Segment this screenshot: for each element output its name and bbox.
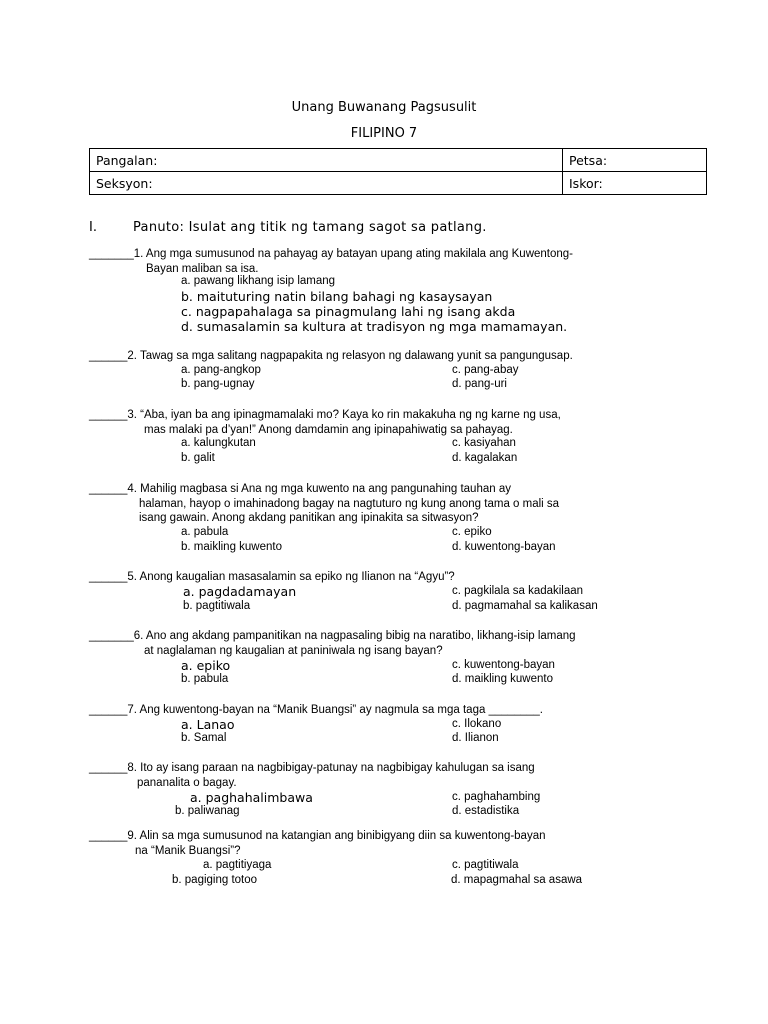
question-text: na “Manik Buangsi”? xyxy=(135,844,241,857)
question-5 xyxy=(89,570,455,585)
option-d: d. kuwentong-bayan xyxy=(452,541,556,553)
option-d: d. pang-uri xyxy=(452,378,507,390)
student-info-table xyxy=(89,148,707,195)
option-a: a. pang-angkop xyxy=(181,364,261,376)
option-b: b. pagtitiwala xyxy=(183,600,251,612)
instructions-text: Panuto: Isulat ang titik ng tamang sagot sa patlang. xyxy=(133,220,487,235)
option-c: c. kuwentong-bayan xyxy=(452,659,555,671)
question-9 xyxy=(89,829,546,858)
option-c: c. kasiyahan xyxy=(452,437,516,449)
question-text: Bayan maliban sa isa. xyxy=(146,262,259,275)
option-c: c. pagtitiwala xyxy=(452,859,519,871)
option-c: c. Ilokano xyxy=(452,718,502,730)
question-text: _______6. Ano ang akdang pampanitikan na nagpasaling bibig na naratibo, likhang-isip lamang xyxy=(89,630,576,642)
option-a: a. pagtitiyaga xyxy=(203,859,272,871)
option-b: b. paliwanag xyxy=(175,805,240,817)
option-c: c. paghahambing xyxy=(452,791,541,803)
option-d: d. maikling kuwento xyxy=(452,673,553,685)
exam-title: Unang Buwanang Pagsusulit xyxy=(291,100,477,115)
option-c: c. nagpapahalaga sa pinagmulang lahi ng isang akda xyxy=(181,304,516,319)
option-b: b. pang-ugnay xyxy=(181,378,255,390)
option-a: a. pabula xyxy=(181,526,229,538)
question-text: ______7. Ang kuwentong-bayan na “Manik Buangsi” ay nagmula sa mga taga ________. xyxy=(89,704,543,716)
question-7 xyxy=(89,703,543,718)
option-a: a. epiko xyxy=(181,658,231,673)
option-b: b. maikling kuwento xyxy=(181,541,282,553)
exam-subject: FILIPINO 7 xyxy=(350,126,418,141)
question-text: ______9. Alin sa mga sumusunod na katangian ang binibigyang diin sa kuwentong-bayan xyxy=(89,830,546,842)
option-c: c. pagkilala sa kadakilaan xyxy=(452,585,584,597)
option-a: a. kalungkutan xyxy=(181,437,256,449)
question-text: ______2. Tawag sa mga salitang nagpapakita ng relasyon ng dalawang yunit sa pangungusap. xyxy=(89,350,573,362)
option-a: a. pawang likhang isip lamang xyxy=(181,275,336,287)
question-text: isang gawain. Anong akdang panitikan ang ipinakita sa sitwasyon? xyxy=(139,512,479,524)
question-1 xyxy=(89,247,573,276)
question-text: mas malaki pa d’yan!” Anong damdamin ang ipinapahiwatig sa pahayag. xyxy=(144,423,513,436)
option-d: d. Ilianon xyxy=(452,732,499,744)
option-b: b. pagiging totoo xyxy=(172,874,258,886)
question-8 xyxy=(89,761,535,790)
option-a: a. pagdadamayan xyxy=(183,584,297,599)
name-field: Pangalan: xyxy=(90,149,563,172)
section-number: I. xyxy=(89,220,97,235)
question-6 xyxy=(89,629,576,658)
option-b: b. Samal xyxy=(181,732,227,744)
question-2 xyxy=(89,349,573,364)
question-text: _______1. Ang mga sumusunod na pahayag ay batayan upang ating makilala ang Kuwentong- xyxy=(89,248,573,260)
option-c: c. pang-abay xyxy=(452,364,519,376)
score-field: Iskor: xyxy=(563,172,707,195)
option-b: b. galit xyxy=(181,452,215,464)
question-text: ______3. “Aba, iyan ba ang ipinagmamalaki mo? Kaya ko rin makakuha ng ng karne ng usa, xyxy=(89,409,561,421)
option-d: d. estadistika xyxy=(452,805,520,817)
section-field: Seksyon: xyxy=(90,172,563,195)
info-row xyxy=(90,172,707,195)
option-d: d. mapagmahal sa asawa xyxy=(451,874,583,886)
question-text: halaman, hayop o imahinadong bagay na nagtuturo ng kung anong tama o mali sa xyxy=(139,497,560,510)
option-d: d. kagalakan xyxy=(452,452,518,464)
question-4 xyxy=(89,482,559,526)
option-d: d. sumasalamin sa kultura at tradisyon ng mga mamamayan. xyxy=(181,319,568,334)
option-a: a. paghahalimbawa xyxy=(190,790,313,805)
question-text: pananalita o bagay. xyxy=(137,776,237,789)
option-c: c. epiko xyxy=(452,526,492,538)
question-text: at naglalaman ng kaugalian at paniniwala ng isang bayan? xyxy=(144,644,443,657)
question-3 xyxy=(89,408,561,437)
question-text: ______8. Ito ay isang paraan na nagbibigay-patunay na nagbibigay kahulugan sa isang xyxy=(89,762,535,774)
option-d: d. pagmamahal sa kalikasan xyxy=(452,600,598,612)
option-a: a. Lanao xyxy=(181,717,235,732)
option-b: b. maituturing natin bilang bahagi ng kasaysayan xyxy=(181,289,493,304)
question-text: ______4. Mahilig magbasa si Ana ng mga kuwento na ang pangunahing tauhan ay xyxy=(89,483,511,495)
date-field: Petsa: xyxy=(563,149,707,172)
info-row xyxy=(90,149,707,172)
option-b: b. pabula xyxy=(181,673,229,685)
question-text: ______5. Anong kaugalian masasalamin sa epiko ng Ilianon na “Agyu”? xyxy=(89,571,455,583)
